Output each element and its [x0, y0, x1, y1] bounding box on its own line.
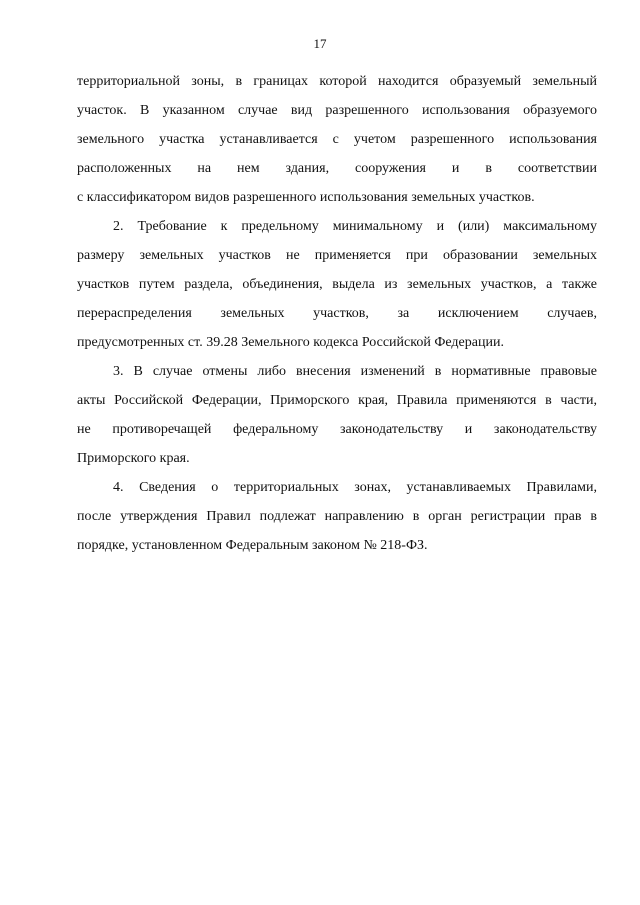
text-line: земельного участка устанавливается с учетом разрешенного использования [77, 132, 597, 147]
document-body [77, 67, 597, 560]
paragraph-continuation [77, 67, 597, 212]
paragraph-4 [77, 473, 597, 560]
text-line: 3. В случае отмены либо внесения изменений в нормативные правовые [113, 364, 597, 379]
text-line: предусмотренных ст. 39.28 Земельного кодекса Российской Федерации. [77, 335, 504, 350]
text-line: Приморского края. [77, 451, 190, 466]
text-line: с классификатором видов разрешенного использования земельных участков. [77, 190, 535, 205]
text-line: порядке, установленном Федеральным законом № 218-ФЗ. [77, 538, 428, 553]
text-line: 2. Требование к предельному минимальному и (или) максимальному [113, 219, 597, 234]
text-line: участок. В указанном случае вид разрешенного использования образуемого [77, 103, 597, 118]
text-line: не противоречащей федеральному законодательству и законодательству [77, 422, 597, 437]
text-line: участков путем раздела, объединения, выдела из земельных участков, а также [77, 277, 597, 292]
text-line: 4. Сведения о территориальных зонах, устанавливаемых Правилами, [113, 480, 597, 495]
text-line: перераспределения земельных участков, за исключением случаев, [77, 306, 597, 321]
paragraph-2 [77, 212, 597, 357]
text-line: расположенных на нем здания, сооружения и в соответствии [77, 161, 597, 176]
page-number: 17 [313, 36, 327, 51]
text-line: после утверждения Правил подлежат направлению в орган регистрации прав в [77, 509, 597, 524]
text-line: территориальной зоны, в границах которой находится образуемый земельный [77, 74, 597, 89]
text-line: размеру земельных участков не применяется при образовании земельных [77, 248, 597, 263]
text-line: акты Российской Федерации, Приморского края, Правила применяются в части, [77, 393, 597, 408]
paragraph-3 [77, 357, 597, 473]
